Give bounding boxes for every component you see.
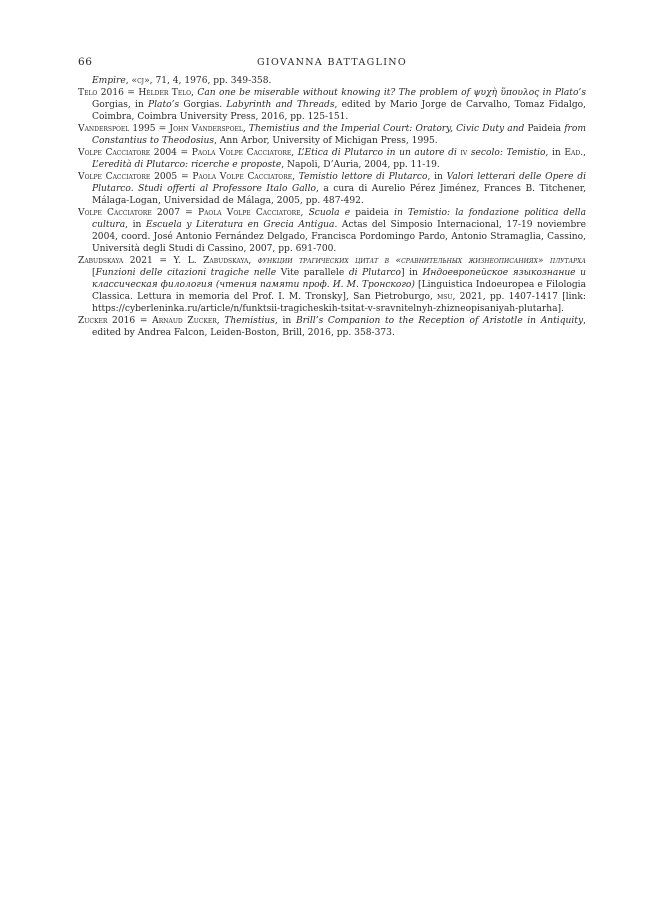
- entry-text-segment: =: [180, 208, 198, 218]
- entry-text-segment: Paola Volpe Cacciatore: [191, 148, 292, 158]
- entry-text-segment: , 2021, pp. 1407-1417 [link: https://cyberleninka.ru/article/n/funktsii-tragicheskih-tsitat-v-sravnitelnyh-zhizneopisaniyah-plutarha].: [92, 292, 586, 314]
- bibliography-list: [78, 75, 586, 339]
- entry-text-segment: from Constantius to Theodosius: [92, 124, 586, 146]
- entry-text-segment: =: [135, 316, 153, 326]
- entry-text-segment: Labyrinth and Threads: [226, 100, 335, 110]
- entry-text-segment: Paola Volpe Cacciatore: [197, 208, 301, 218]
- entry-text-segment: Индоевропейское языкознание и классическая филология (чтения памяти проф. И. М. Тронского): [92, 268, 586, 290]
- entry-text-segment: =: [177, 172, 193, 182]
- entry-text-segment: =: [176, 148, 192, 158]
- page-number: 66: [78, 56, 93, 68]
- entry-text-segment: Volpe Cacciatore 2004: [78, 148, 177, 158]
- entry-text-segment: L’eredità di Plutarco: ricerche e proposte: [92, 160, 282, 170]
- entry-text-segment: iv: [460, 148, 468, 158]
- bibliography-entry: [78, 171, 586, 207]
- entry-text-segment: . Actas del Simposio Internacional, 17-19 noviembre 2004, coord. José Antonio Fernández Delgado, Francisca Pordomingo Pardo, Antonio Stramaglia, Cassino, Università degli Studi di Cassino, 2007, pp. 691-700.: [92, 220, 587, 254]
- entry-text-segment: , in: [427, 172, 447, 182]
- entry-text-segment: cj: [137, 76, 145, 86]
- entry-text-segment: , edited by Mario Jorge de Carvalho, Tomaz Fidalgo, Coimbra, Coimbra University Press, 2016, pp. 125-151.: [92, 100, 587, 122]
- entry-text-segment: Scuola e: [308, 208, 351, 218]
- entry-text-segment: , «: [125, 76, 138, 86]
- entry-text-segment: ,: [216, 316, 225, 326]
- entry-text-segment: ,: [191, 88, 198, 98]
- entry-text-segment: Brill’s Companion to the Reception of Aristotle in Antiquity: [295, 316, 584, 326]
- entry-text-segment: ,: [248, 256, 258, 266]
- entry-text-segment: ,: [291, 148, 298, 158]
- entry-text-segment: ,: [242, 124, 249, 134]
- entry-text-segment: Themistius: [224, 316, 275, 326]
- entry-text-segment: Ead.: [564, 148, 584, 158]
- bibliography-entry: [78, 87, 586, 123]
- entry-text-segment: msu: [437, 292, 453, 302]
- entry-text-segment: ] in: [401, 268, 423, 278]
- entry-text-segment: , in: [125, 220, 146, 230]
- entry-text-segment: Vite parallele: [276, 268, 349, 278]
- entry-text-segment: Paideia: [524, 124, 565, 134]
- entry-text-segment: Themistius and the Imperial Court: Oratory, Civic Duty and: [248, 124, 525, 134]
- entry-text-segment: Volpe Cacciatore 2007: [78, 208, 181, 218]
- entry-text-segment: », 71, 4, 1976, pp. 349-358.: [144, 76, 272, 86]
- entry-text-segment: , in: [545, 148, 565, 158]
- entry-text-segment: Escuela y Literatura en Grecia Antigua: [145, 220, 335, 230]
- bibliography-entry: [78, 315, 586, 339]
- entry-text-segment: Zucker 2016: [78, 316, 136, 326]
- entry-text-segment: Hélder Telo: [138, 88, 192, 98]
- entry-text-segment: =: [123, 88, 139, 98]
- entry-text-segment: , a cura di Aurelio Pérez Jiménez, Frances B. Titchener, Málaga-Logan, Universidad de Málaga, 2005, pp. 487-492.: [92, 184, 586, 206]
- entry-text-segment: Temistio lettore di Plutarco: [298, 172, 428, 182]
- entry-text-segment: , in: [274, 316, 296, 326]
- bibliography-entry-continuation: [78, 75, 586, 87]
- entry-text-segment: paideia: [350, 208, 395, 218]
- entry-text-segment: Y. L. Zabudskaya: [173, 256, 249, 266]
- entry-text-segment: Plato’s: [148, 100, 180, 110]
- entry-text-segment: , edited by Andrea Falcon, Leiden-Boston, Brill, 2016, pp. 358-373.: [92, 316, 586, 338]
- bibliography-entry: [78, 207, 586, 255]
- bibliography-entry: [78, 255, 586, 315]
- running-title: GIOVANNA BATTAGLINO: [256, 57, 408, 68]
- entry-text-segment: Can one be miserable without knowing it? The problem of ψυχὴ ὕπουλος in Plato’s: [197, 88, 586, 98]
- entry-text-segment: Arnaud Zucker: [152, 316, 217, 326]
- entry-text-segment: Empire: [92, 76, 126, 86]
- entry-text-segment: Vanderspoel 1995: [78, 124, 156, 134]
- entry-text-segment: =: [155, 124, 170, 134]
- entry-text-segment: [: [92, 268, 96, 278]
- entry-text-segment: Telo 2016: [78, 88, 124, 98]
- entry-text-segment: Gorgias, in: [92, 100, 148, 110]
- entry-text-segment: John Vanderspoel: [169, 124, 243, 134]
- entry-text-segment: secolo: Temistio: [467, 148, 546, 158]
- entry-text-segment: ,: [583, 148, 586, 158]
- entry-text-segment: =: [152, 256, 174, 266]
- entry-text-segment: in Temistio: la fondazione politica della cultura: [92, 208, 586, 230]
- entry-text-segment: ,: [292, 172, 299, 182]
- entry-text-segment: , Napoli, D’Auria, 2004, pp. 11-19.: [281, 160, 440, 170]
- entry-text-segment: di Plutarco: [348, 268, 401, 278]
- entry-text-segment: ,: [300, 208, 309, 218]
- entry-text-segment: Paola Volpe Cacciatore: [192, 172, 293, 182]
- entry-text-segment: Funzioni delle citazioni tragiche nelle: [95, 268, 277, 278]
- entry-text-segment: функции трагических цитат в «сравнительных жизнеописаниях» плутарха: [257, 256, 586, 266]
- entry-text-segment: Gorgias.: [179, 100, 227, 110]
- entry-text-segment: Zabudskaya 2021: [78, 256, 153, 266]
- entry-text-segment: [Linguistica Indoeuropea e Filologia Classica. Lettura in memoria del Prof. I. M. Tronsky], San Pietroburgo,: [92, 280, 586, 302]
- running-head: [78, 56, 586, 70]
- bibliography-entry: [78, 123, 586, 147]
- entry-text-segment: Valori letterari delle Opere di Plutarco. Studi offerti al Professore Italo Gallo: [92, 172, 586, 194]
- entry-text-segment: L’Etica di Plutarco in un autore di: [297, 148, 461, 158]
- entry-text-segment: Volpe Cacciatore 2005: [78, 172, 178, 182]
- bibliography-entry: [78, 147, 586, 171]
- entry-text-segment: , Ann Arbor, University of Michigan Press, 1995.: [214, 136, 438, 146]
